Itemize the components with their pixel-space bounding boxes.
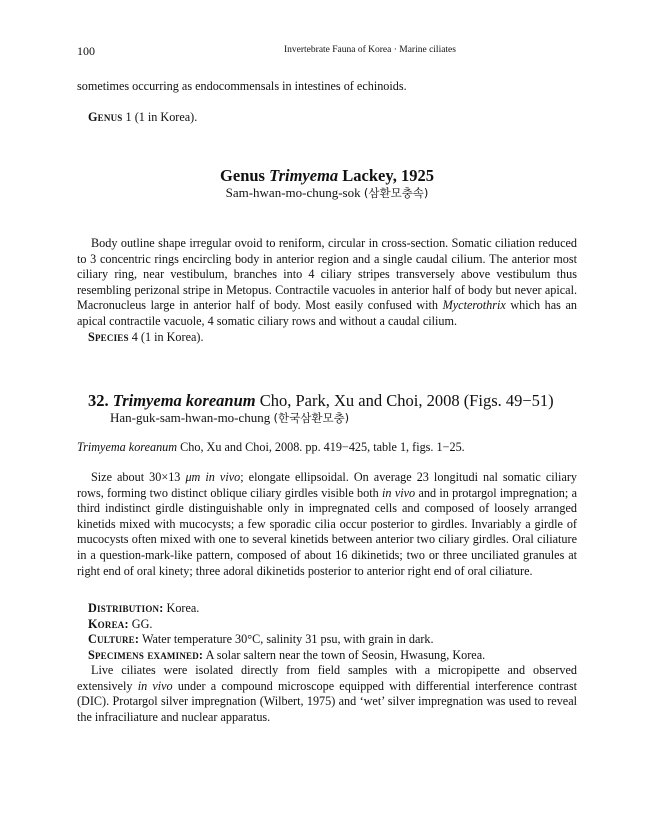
species-subtitle-latin: Han-guk-sam-hwan-mo-chung (110, 410, 271, 425)
genus-count-label: Genus (88, 110, 123, 124)
record-text: GG. (128, 616, 153, 631)
methods-text-1: Live ciliates were isolated directly from field samples with a micropipette and observed extensively (77, 663, 577, 693)
genus-description-text-2: which has an apical contractile vacuole, 4 somatic ciliary rows and without a caudal cilium. (77, 298, 577, 328)
species-count-label: Species (88, 330, 129, 344)
page-number: 100 (77, 44, 95, 58)
species-name: Trimyema koreanum (112, 391, 256, 410)
species-number: 32. (88, 391, 109, 410)
record-label: Specimens examined: (88, 647, 204, 662)
record-label: Korea: (88, 616, 129, 631)
record-text: A solar saltern near the town of Seosin, Hwasung, Korea. (203, 647, 486, 662)
intro-line: sometimes occurring as endocommensals in intestines of echinoids. (77, 79, 407, 93)
species-description (77, 470, 577, 579)
records-block (88, 601, 578, 663)
species-subtitle (110, 410, 349, 426)
record-distribution (88, 601, 578, 617)
description-text-1: Size about 30×13 (91, 470, 186, 484)
genus-subtitle (77, 185, 577, 201)
description-unit: μm (185, 470, 201, 484)
record-label: Culture: (88, 632, 140, 647)
genus-title-authority: Lackey, 1925 (338, 166, 434, 185)
description-text-3: and in protargol impregnation; a third indistinct girdle distinguishable only in impregnated cells and composed of loosely arranged kinetids mixed with mucocysts; a few sporadic cilia occur posterior to girdles. Invariably a girdle of mucocysts often mixed with one to several kinetids between anterior two ciliary girdles. Oral ciliature in a question-mark-like pattern, composed of about 16 dikinetids; two or three unciliated granules at right end of oral kinety; three adoral dikinetids posterior to anterior right end of oral ciliature. (77, 485, 578, 578)
genus-description (77, 236, 577, 330)
species-title (88, 391, 554, 411)
species-count (88, 330, 204, 346)
genus-description-italic: Mycterothrix (442, 298, 506, 313)
record-culture (88, 632, 578, 648)
record-label: Distribution: (88, 601, 164, 615)
species-subtitle-korean: (한국삼환모충) (273, 411, 350, 425)
synonymy (77, 440, 577, 456)
genus-subtitle-latin: Sam-hwan-mo-chung-sok (225, 185, 361, 200)
methods-italic: in vivo (137, 678, 173, 693)
genus-subtitle-korean: (삼환모충속) (363, 186, 429, 200)
description-italic-1: in vivo (200, 470, 241, 484)
synonymy-reference: Cho, Xu and Choi, 2008. pp. 419−425, table 1, figs. 1−25. (177, 440, 465, 454)
genus-count (88, 110, 197, 126)
running-title: Invertebrate Fauna of Korea · Marine ciliates (284, 45, 456, 55)
record-korea (88, 617, 578, 633)
species-count-text: 4 (1 in Korea). (131, 330, 204, 344)
synonymy-name: Trimyema koreanum (77, 440, 178, 454)
genus-title (77, 166, 577, 186)
species-authority: Cho, Park, Xu and Choi, 2008 (Figs. 49−51) (255, 391, 554, 410)
genus-description-text-1: Body outline shape irregular ovoid to reniform, circular in cross-section. Somatic ciliation reduced to 3 concentric rings encircling body in anterior region and a single caudal cilium. The anterior most ciliary ring, near vestibulum, branches into 4 ciliary stripes transversely above vestibulum thus resembling perizonal stripe in Metopus. Contractile vacuoles in anterior half of body but never apical. Macronucleus large in anterior half of body. Most easily confused with (77, 236, 577, 313)
genus-title-name: Trimyema (269, 166, 339, 185)
record-text: Korea. (163, 601, 200, 615)
record-specimens (88, 648, 578, 664)
description-text-2: ; elongate ellipsoidal. On average 23 longitudi nal somatic ciliary rows, forming two distinct oblique ciliary girdles visible both (77, 470, 577, 500)
description-italic-2: in vivo (382, 485, 416, 500)
genus-title-prefix: Genus (220, 166, 270, 185)
record-text: Water temperature 30°C, salinity 31 psu, with grain in dark. (139, 632, 434, 647)
methods-paragraph (77, 663, 577, 725)
genus-count-text: 1 (1 in Korea). (125, 110, 198, 124)
methods-text-2: under a compound microscope equipped with differential interference contrast (DIC). Protargol silver impregnation (Wilbert, 1975) and ‘wet’ silver impregnation was used to reveal the infraciliature and nuclear apparatus. (77, 678, 577, 724)
